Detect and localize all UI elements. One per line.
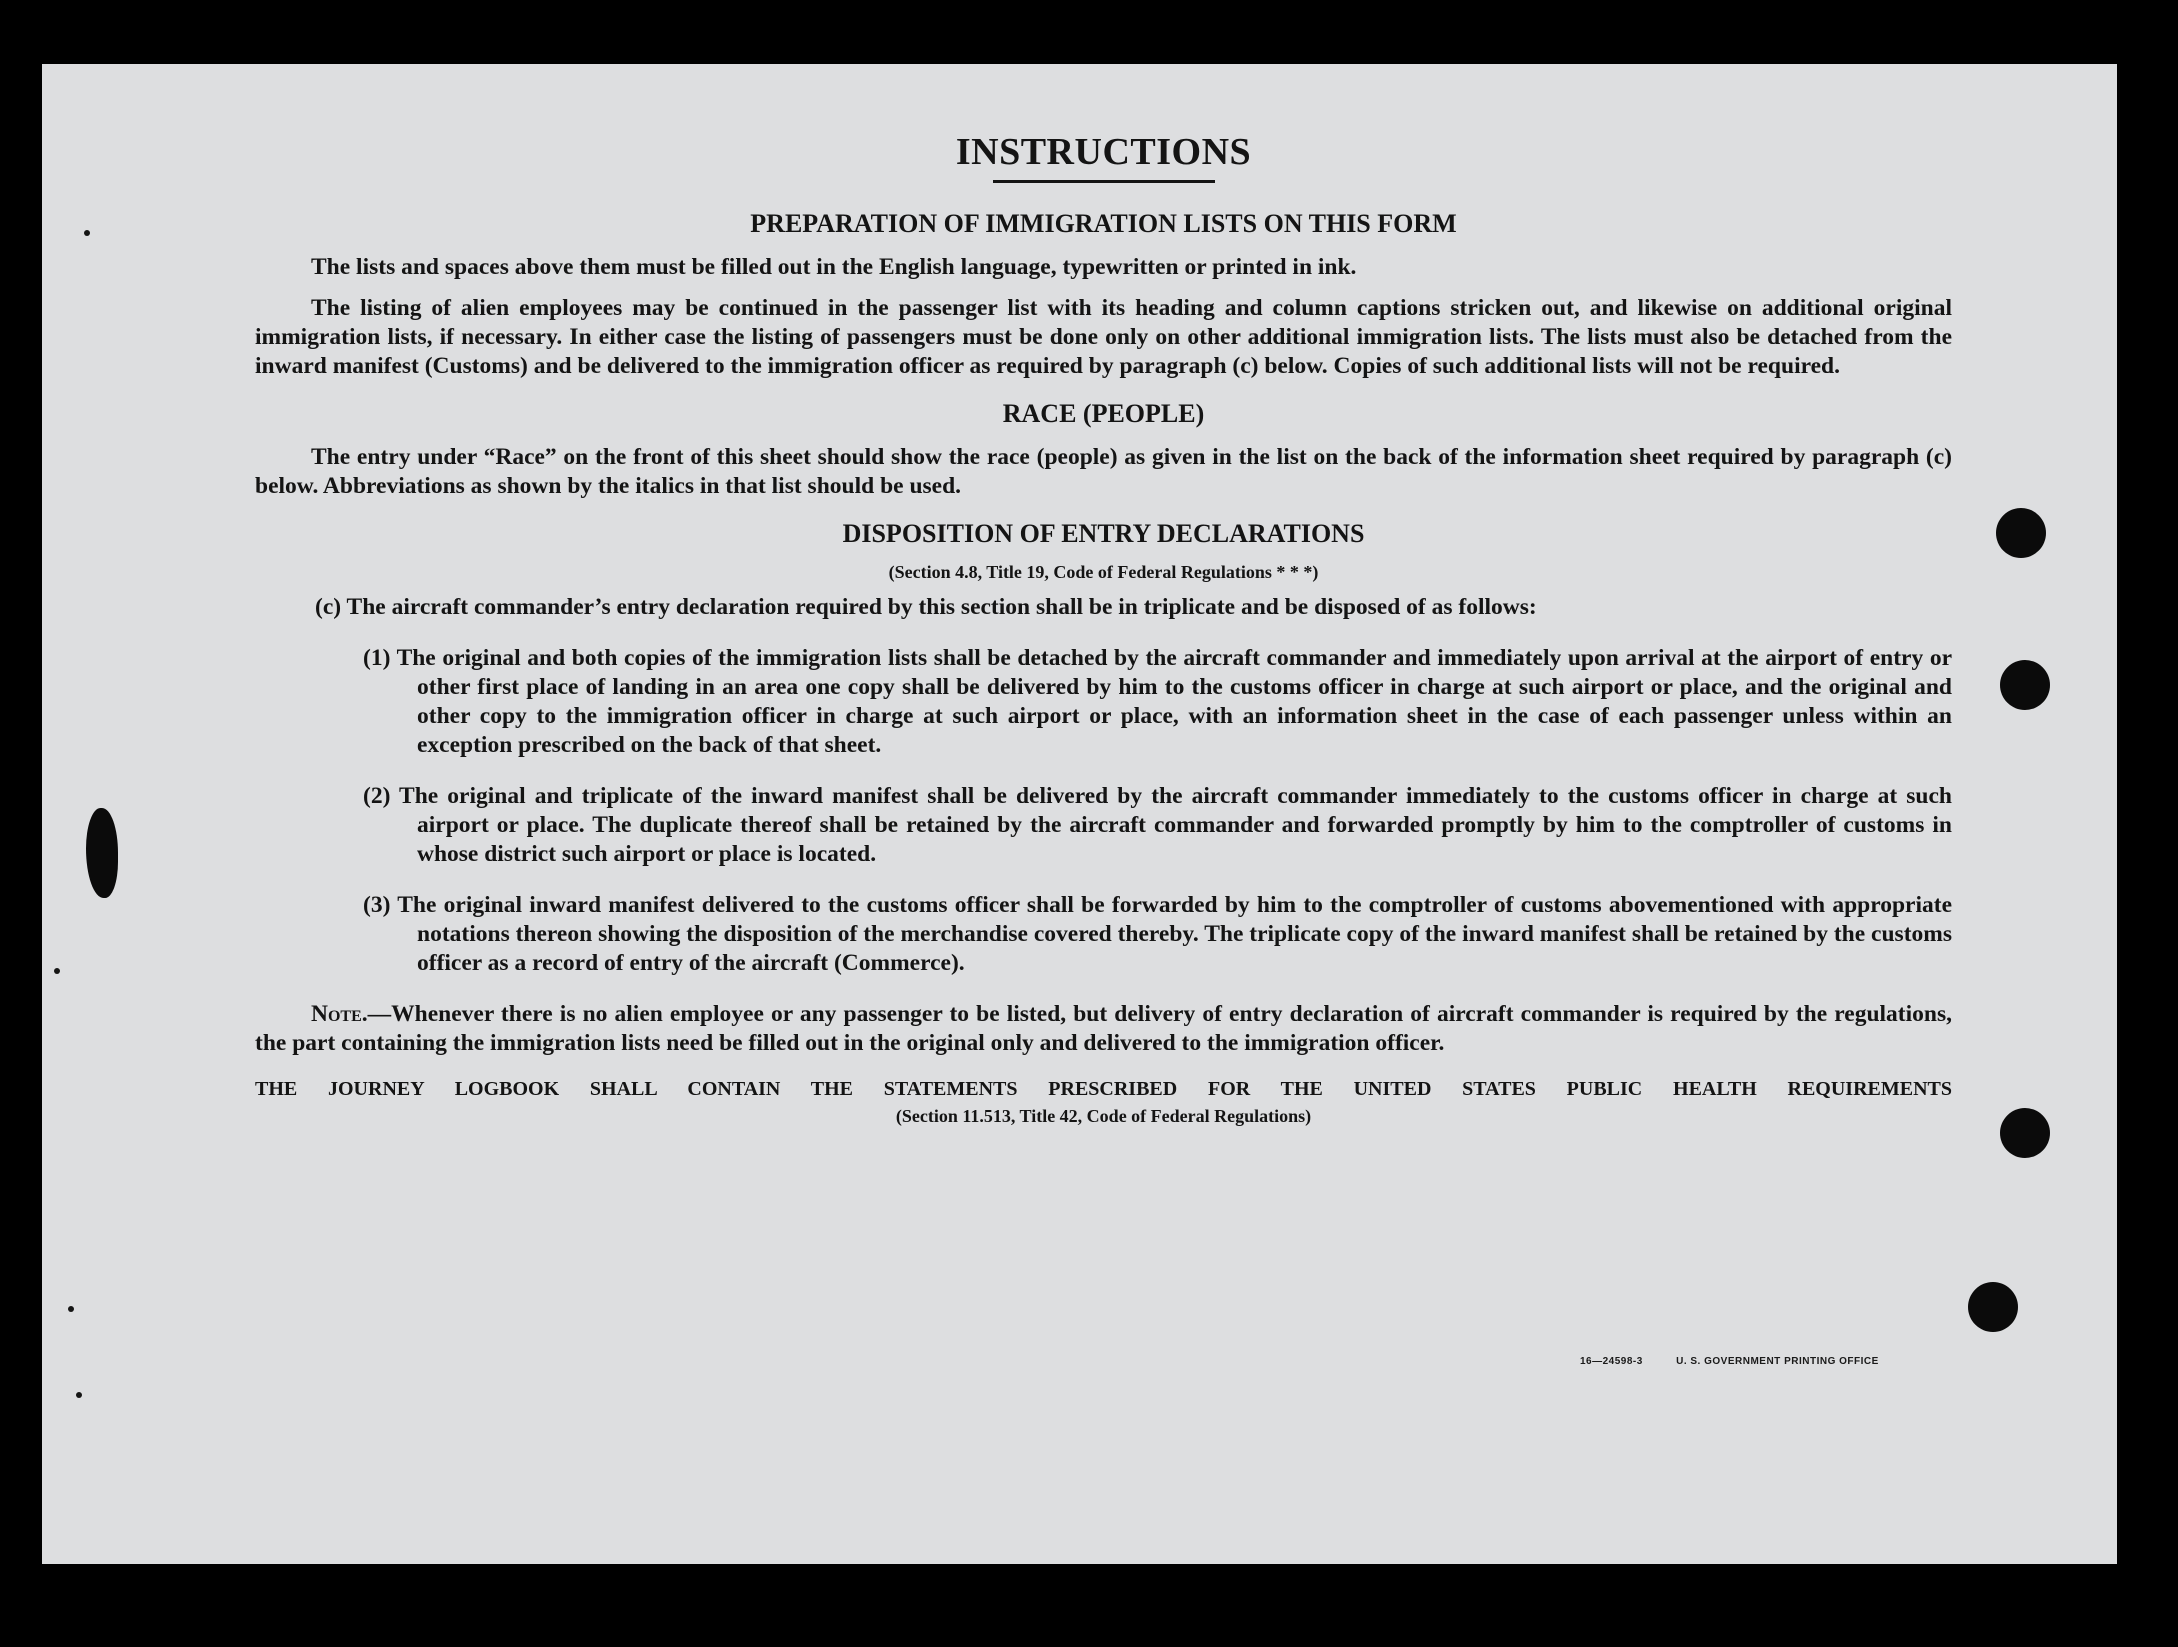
paragraph-intro: (c) The aircraft commander’s entry declaration required by this section shall be in triplicate and be disposed of as follows:	[315, 594, 1537, 620]
section-heading: RACE (PEOPLE)	[1002, 399, 1205, 428]
speck	[76, 1392, 82, 1398]
page-title: INSTRUCTIONS	[955, 131, 1252, 173]
list-item: (1) The original and both copies of the immigration lists shall be detached by the aircraft commander and immediately upon arrival at the airport of entry or other first place of landing in an area one copy shall be delivered by him to the customs officer in charge at such airport or place, and the original and other copy to the immigration officer in charge at such airport or place, with an information sheet in the case of each passenger unless within an exception prescribed on the back of that sheet.	[363, 645, 1952, 758]
punch-hole	[2000, 1108, 2050, 1158]
speck	[54, 968, 60, 974]
paragraph: The entry under “Race” on the front of this sheet should show the race (people) as given in the list on the back of the information sheet required by paragraph (c) below. Abbreviations as shown by the italics in that list should be used.	[255, 444, 1952, 499]
section-preparation	[255, 209, 1952, 381]
section-heading: DISPOSITION OF ENTRY DECLARATIONS	[842, 519, 1365, 548]
note-paragraph	[255, 1000, 1952, 1058]
speck	[84, 230, 90, 236]
ink-blot	[86, 808, 118, 898]
note-text: —Whenever there is no alien employee or any passenger to be listed, but delivery of entry declaration of aircraft commander is required by the regulations, the part containing the immigration lists need be filled out in the original only and delivered to the immigration officer.	[255, 1001, 1952, 1056]
list-item: (3) The original inward manifest delivered to the customs officer shall be forwarded by him to the comptroller of customs abovementioned with appropriate notations thereon showing the disposition of the merchandise covered thereby. The triplicate copy of the inward manifest shall be retained by the customs officer as a record of entry of the aircraft (Commerce).	[363, 892, 1952, 976]
journey-citation: (Section 11.513, Title 42, Code of Federal Regulations)	[895, 1106, 1312, 1126]
imprint-code: 16—24598-3	[1580, 1356, 1643, 1367]
title-underline	[993, 180, 1215, 183]
list-item: (2) The original and triplicate of the inward manifest shall be delivered by the aircraft commander immediately to the customs officer in charge at such airport or place. The duplicate thereof shall be retained by the aircraft commander and forwarded promptly by him to the comptroller of customs in whose district such airport or place is located.	[363, 783, 1952, 867]
speck	[68, 1306, 74, 1312]
punch-hole	[1996, 508, 2046, 558]
section-citation: (Section 4.8, Title 19, Code of Federal Regulations * * *)	[888, 562, 1319, 582]
paragraph: The lists and spaces above them must be filled out in the English language, typewritten or printed in ink.	[311, 254, 1357, 280]
section-heading: PREPARATION OF IMMIGRATION LISTS ON THIS FORM	[750, 209, 1457, 238]
punch-hole	[2000, 660, 2050, 710]
journey-statement: THE JOURNEY LOGBOOK SHALL CONTAIN THE STATEMENTS PRESCRIBED FOR THE UNITED STATES PUBLIC HEALTH REQUIREMENTS	[255, 1078, 1952, 1100]
section-race	[255, 399, 1952, 501]
paper-sheet	[42, 64, 2117, 1564]
note-label: Note.	[311, 1001, 368, 1027]
instructions-body	[255, 130, 1952, 1128]
section-disposition	[255, 519, 1952, 978]
paragraph: The listing of alien employees may be continued in the passenger list with its heading and column captions stricken out, and likewise on additional original immigration lists, if necessary. In either case the listing of passengers must be done only on other additional immigration lists. The lists must also be detached from the inward manifest (Customs) and be delivered to the immigration officer as required by paragraph (c) below. Copies of such additional lists will not be required.	[255, 295, 1952, 379]
punch-hole	[1968, 1282, 2018, 1332]
printer-imprint	[1580, 1356, 1879, 1367]
imprint-office: U. S. GOVERNMENT PRINTING OFFICE	[1676, 1356, 1879, 1367]
